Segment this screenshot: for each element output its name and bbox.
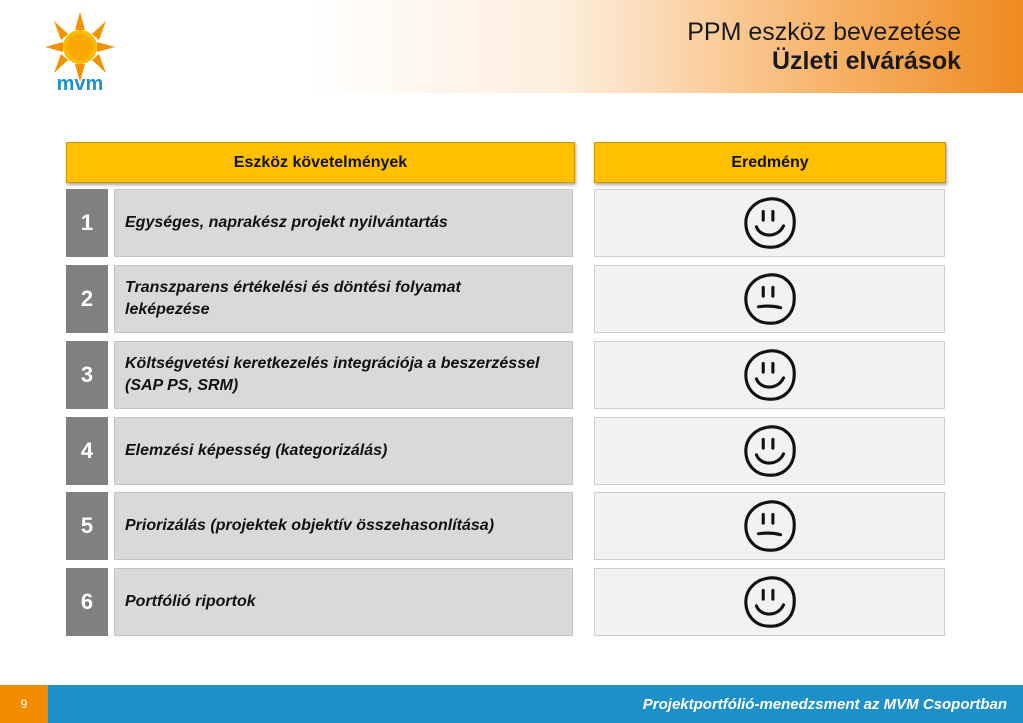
requirement-text: Portfólió riportok <box>114 568 573 636</box>
table-row <box>66 568 946 636</box>
result-cell <box>594 341 945 409</box>
column-header-requirements: Eszköz követelmények <box>66 142 575 183</box>
neutral-face-icon <box>741 270 799 328</box>
row-number: 4 <box>66 417 108 485</box>
smiley-icon <box>741 573 799 631</box>
page-number: 9 <box>0 685 48 723</box>
result-cell <box>594 568 945 636</box>
row-number: 5 <box>66 492 108 560</box>
table-row <box>66 492 946 560</box>
table-row <box>66 189 946 257</box>
mvm-logo <box>36 10 124 98</box>
title-block <box>687 18 961 76</box>
table-row <box>66 417 946 485</box>
column-header-result: Eredmény <box>594 142 946 183</box>
table-row <box>66 341 946 409</box>
neutral-face-icon <box>741 497 799 555</box>
result-cell <box>594 417 945 485</box>
smiley-icon <box>741 346 799 404</box>
page-subtitle: Üzleti elvárások <box>772 47 961 75</box>
requirement-text: Költségvetési keretkezelés integrációja a beszerzéssel (SAP PS, SRM) <box>114 341 573 409</box>
logo-text: mvm <box>56 73 104 95</box>
requirement-text: Elemzési képesség (kategorizálás) <box>114 417 573 485</box>
smiley-icon <box>741 194 799 252</box>
row-number: 1 <box>66 189 108 257</box>
row-number: 3 <box>66 341 108 409</box>
requirement-text: Egységes, naprakész projekt nyilvántartás <box>114 189 573 257</box>
page-title: PPM eszköz bevezetése <box>687 18 961 46</box>
table-row <box>66 265 946 333</box>
result-cell <box>594 492 945 560</box>
footer-bar <box>0 685 1023 723</box>
result-cell <box>594 189 945 257</box>
footer-caption: Projektportfólió-menedzsment az MVM Csoportban <box>642 695 1007 713</box>
result-cell <box>594 265 945 333</box>
requirement-text: Priorizálás (projektek objektív összehasonlítása) <box>114 492 573 560</box>
row-number: 6 <box>66 568 108 636</box>
requirement-text: Transzparens értékelési és döntési folyamat leképezése <box>114 265 573 333</box>
smiley-icon <box>741 422 799 480</box>
sun-icon <box>45 12 115 82</box>
row-number: 2 <box>66 265 108 333</box>
